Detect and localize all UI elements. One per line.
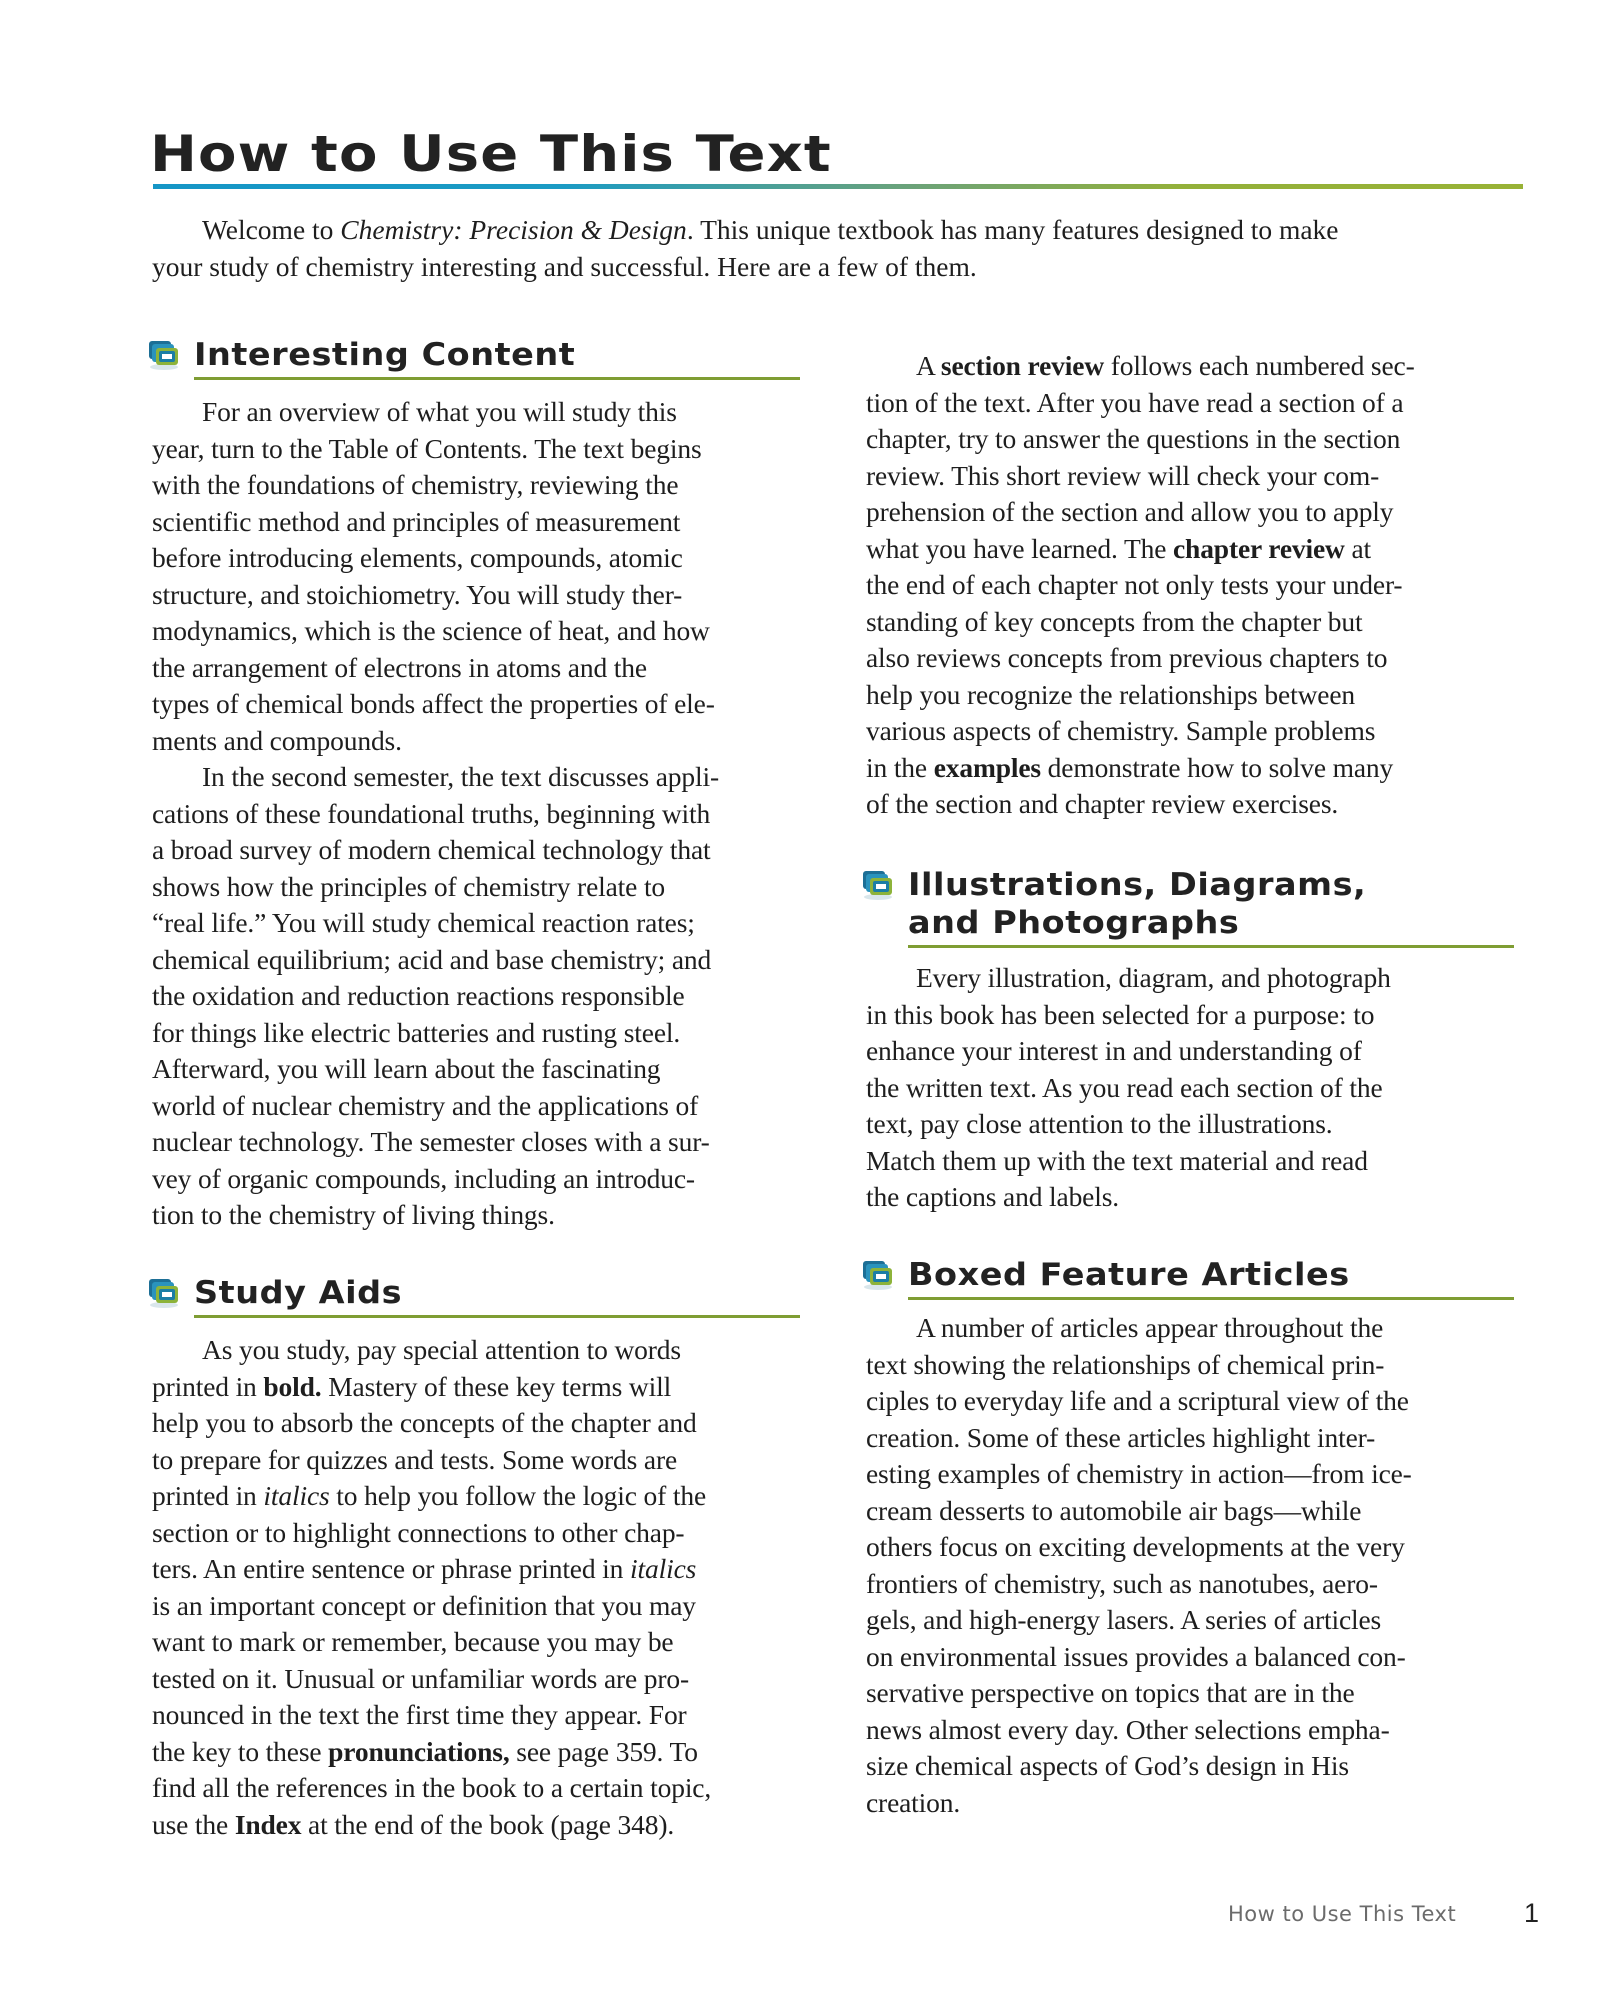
section-title: Interesting Content — [194, 337, 576, 373]
text-line: the end of each chapter not only tests your under- — [866, 569, 1403, 600]
text-line: structure, and stoichiometry. You will study ther- — [152, 578, 683, 610]
text-line: modynamics, which is the science of heat, and how — [152, 615, 710, 646]
page-footer — [1228, 1898, 1540, 1928]
text-line — [152, 1369, 800, 1406]
text-line: text showing the relationships of chemical prin- — [866, 1348, 1385, 1380]
section-body — [866, 960, 1514, 1216]
text-line: before introducing elements, compounds, atomic — [152, 542, 683, 573]
text-line: a broad survey of modern chemical technology that — [152, 834, 711, 865]
section-title: Boxed Feature Articles — [908, 1257, 1350, 1293]
text-line: help you to absorb the concepts of the chapter and — [152, 1407, 697, 1438]
stacked-screens-icon — [148, 1278, 182, 1308]
text-line — [866, 750, 1514, 787]
text-line: esting examples of chemistry in action—from ice- — [866, 1458, 1412, 1489]
text-line: ciples to everyday life and a scriptural view of the — [866, 1385, 1409, 1416]
text-line — [866, 531, 1514, 568]
text-line: text, pay close attention to the illustrations. — [866, 1108, 1333, 1139]
text-line: the oxidation and reduction reactions responsible — [152, 980, 685, 1011]
text-line — [152, 1807, 800, 1844]
section-rule — [194, 1315, 800, 1318]
text-line: various aspects of chemistry. Sample problems — [866, 715, 1376, 746]
bold-term: section review — [940, 350, 1105, 381]
text-line: others focus on exciting developments at the very — [866, 1531, 1405, 1562]
text-line: tion of the text. After you have read a section of a — [866, 386, 1404, 418]
section-title: Study Aids — [194, 1275, 403, 1311]
text-line: news almost every day. Other selections empha- — [866, 1713, 1390, 1745]
title-rule — [153, 184, 1523, 189]
text-line: size chemical aspects of God’s design in His — [866, 1750, 1349, 1781]
text-line: Match them up with the text material and read — [866, 1144, 1368, 1176]
section-header — [866, 1256, 1514, 1294]
text-line: A number of articles appear throughout the — [916, 1312, 1384, 1343]
section-rule — [908, 945, 1514, 948]
section-boxed-features — [866, 1256, 1514, 1821]
text-line — [866, 348, 1514, 385]
bold-term: bold. — [263, 1370, 322, 1402]
text-run: ters. An entire sentence or phrase printed in — [152, 1553, 631, 1584]
text-line: Every illustration, diagram, and photograph — [916, 962, 1391, 993]
text-line: shows how the principles of chemistry relate to — [152, 870, 666, 902]
text-run: at — [1344, 532, 1372, 564]
text-line: want to mark or remember, because you may be — [152, 1626, 674, 1657]
section-header — [866, 866, 1514, 942]
text-line: cream desserts to automobile air bags—while — [866, 1494, 1362, 1526]
text-line: frontiers of chemistry, such as nanotubes, aero- — [866, 1567, 1378, 1599]
text-line: standing of key concepts from the chapter but — [866, 605, 1363, 637]
text-line: nuclear technology. The semester closes with a sur- — [152, 1126, 710, 1157]
stacked-screens-icon — [862, 870, 896, 900]
text-line: enhance your interest in and understanding of — [866, 1035, 1362, 1066]
text-line: chemical equilibrium; acid and base chemistry; and — [152, 943, 712, 975]
text-line: prehension of the section and allow you to apply — [866, 496, 1394, 527]
book-title: Chemistry: Precision & Design — [340, 214, 687, 245]
text-line: in this book has been selected for a purpose: to — [866, 998, 1375, 1030]
text-line: chapter, try to answer the questions in the section — [866, 423, 1401, 454]
text-run: A — [916, 350, 941, 381]
text-line: “real life.” You will study chemical reaction rates; — [152, 907, 695, 938]
text-line: creation. — [866, 1786, 961, 1818]
text-line: the written text. As you read each section of the — [866, 1071, 1383, 1103]
section-title-line: Illustrations, Diagrams, — [908, 867, 1367, 903]
text-line: As you study, pay special attention to words — [202, 1334, 681, 1365]
text-line: to prepare for quizzes and tests. Some words are — [152, 1443, 678, 1475]
section-body — [866, 1310, 1514, 1821]
section-body — [152, 1332, 800, 1843]
text-line: is an important concept or definition that you may — [152, 1589, 696, 1621]
intro-text: Welcome to — [202, 214, 341, 245]
text-line: nounced in the text the first time they appear. For — [152, 1699, 687, 1730]
text-line: of the section and chapter review exercises. — [866, 788, 1339, 819]
text-line: find all the references in the book to a certain topic, — [152, 1772, 712, 1803]
text-line: cations of these foundational truths, beginning with — [152, 797, 711, 829]
text-line: Afterward, you will learn about the fascinating — [152, 1053, 661, 1084]
intro-paragraph — [152, 212, 1522, 285]
section-rule — [194, 377, 800, 380]
text-line: on environmental issues provides a balanced con- — [866, 1640, 1406, 1672]
intro-text: your study of chemistry interesting and successful. Here are a few of them. — [152, 250, 977, 282]
section-header — [152, 336, 800, 374]
section-review-paragraph — [866, 348, 1514, 823]
section-illustrations — [866, 866, 1514, 1216]
text-run: follows each numbered sec- — [1104, 350, 1415, 381]
text-line: section or to highlight connections to other chap- — [152, 1516, 685, 1548]
text-line: gels, and high-energy lasers. A series of articles — [866, 1604, 1382, 1635]
text-run: see page 359. To — [509, 1735, 698, 1767]
text-line: for things like electric batteries and rusting steel. — [152, 1016, 681, 1048]
bold-term: pronunciations, — [328, 1735, 510, 1767]
italic-term: italics — [263, 1480, 330, 1511]
text-line: types of chemical bonds affect the properties of ele- — [152, 688, 715, 719]
text-run: Mastery of these key terms will — [321, 1370, 672, 1402]
page-title: How to Use This Text — [150, 125, 832, 183]
text-line: servative perspective on topics that are in the — [866, 1677, 1355, 1708]
section-interesting-content — [152, 336, 800, 1234]
section-title — [908, 866, 1562, 942]
page-number: 1 — [1524, 1898, 1540, 1928]
text-line: year, turn to the Table of Contents. The text begins — [152, 432, 702, 464]
text-run: what you have learned. The — [866, 532, 1173, 564]
text-line: the arrangement of electrons in atoms and the — [152, 651, 647, 683]
text-line: tested on it. Unusual or unfamiliar words are pro- — [152, 1662, 690, 1694]
text-run: at the end of the book (page 348). — [301, 1808, 675, 1840]
text-run: demonstrate how to solve many — [1040, 751, 1394, 783]
text-line: help you recognize the relationships between — [866, 678, 1355, 710]
running-title: How to Use This Text — [1228, 1902, 1457, 1926]
stacked-screens-icon — [148, 340, 182, 370]
section-study-aids — [152, 1274, 800, 1843]
section-rule — [908, 1297, 1514, 1300]
text-line: scientific method and principles of measurement — [152, 505, 681, 537]
bold-term: examples — [933, 751, 1041, 783]
text-run: the key to these — [152, 1735, 329, 1767]
text-line: vey of organic compounds, including an introduc- — [152, 1162, 695, 1194]
intro-text: . This unique textbook has many features designed to make — [686, 214, 1339, 245]
bold-term: chapter review — [1173, 532, 1345, 564]
italic-term: italics — [630, 1553, 697, 1584]
text-line — [152, 1478, 800, 1515]
text-line: world of nuclear chemistry and the applications of — [152, 1089, 699, 1121]
text-line: tion to the chemistry of living things. — [152, 1199, 555, 1230]
bold-term: Index — [234, 1808, 302, 1840]
text-line: review. This short review will check your com- — [866, 459, 1380, 491]
text-run: in the — [866, 751, 934, 783]
stacked-screens-icon — [862, 1260, 896, 1290]
text-line: For an overview of what you will study this — [202, 396, 677, 427]
text-run: printed in — [152, 1370, 264, 1402]
text-line: creation. Some of these articles highlight inter- — [866, 1421, 1376, 1453]
text-run: printed in — [152, 1480, 264, 1511]
section-header — [152, 1274, 800, 1312]
text-run: to help you follow the logic of the — [329, 1480, 707, 1511]
text-line: also reviews concepts from previous chapters to — [866, 642, 1388, 673]
section-body — [866, 348, 1514, 823]
section-title-line: and Photographs — [908, 905, 1240, 941]
text-line: the captions and labels. — [866, 1181, 1119, 1212]
section-body — [152, 394, 800, 1234]
text-line: ments and compounds. — [152, 724, 402, 756]
text-line — [152, 1734, 800, 1771]
text-line: with the foundations of chemistry, reviewing the — [152, 469, 679, 500]
text-run: use the — [152, 1808, 235, 1840]
text-line — [152, 1551, 800, 1588]
text-line: In the second semester, the text discusses appli- — [202, 761, 719, 792]
